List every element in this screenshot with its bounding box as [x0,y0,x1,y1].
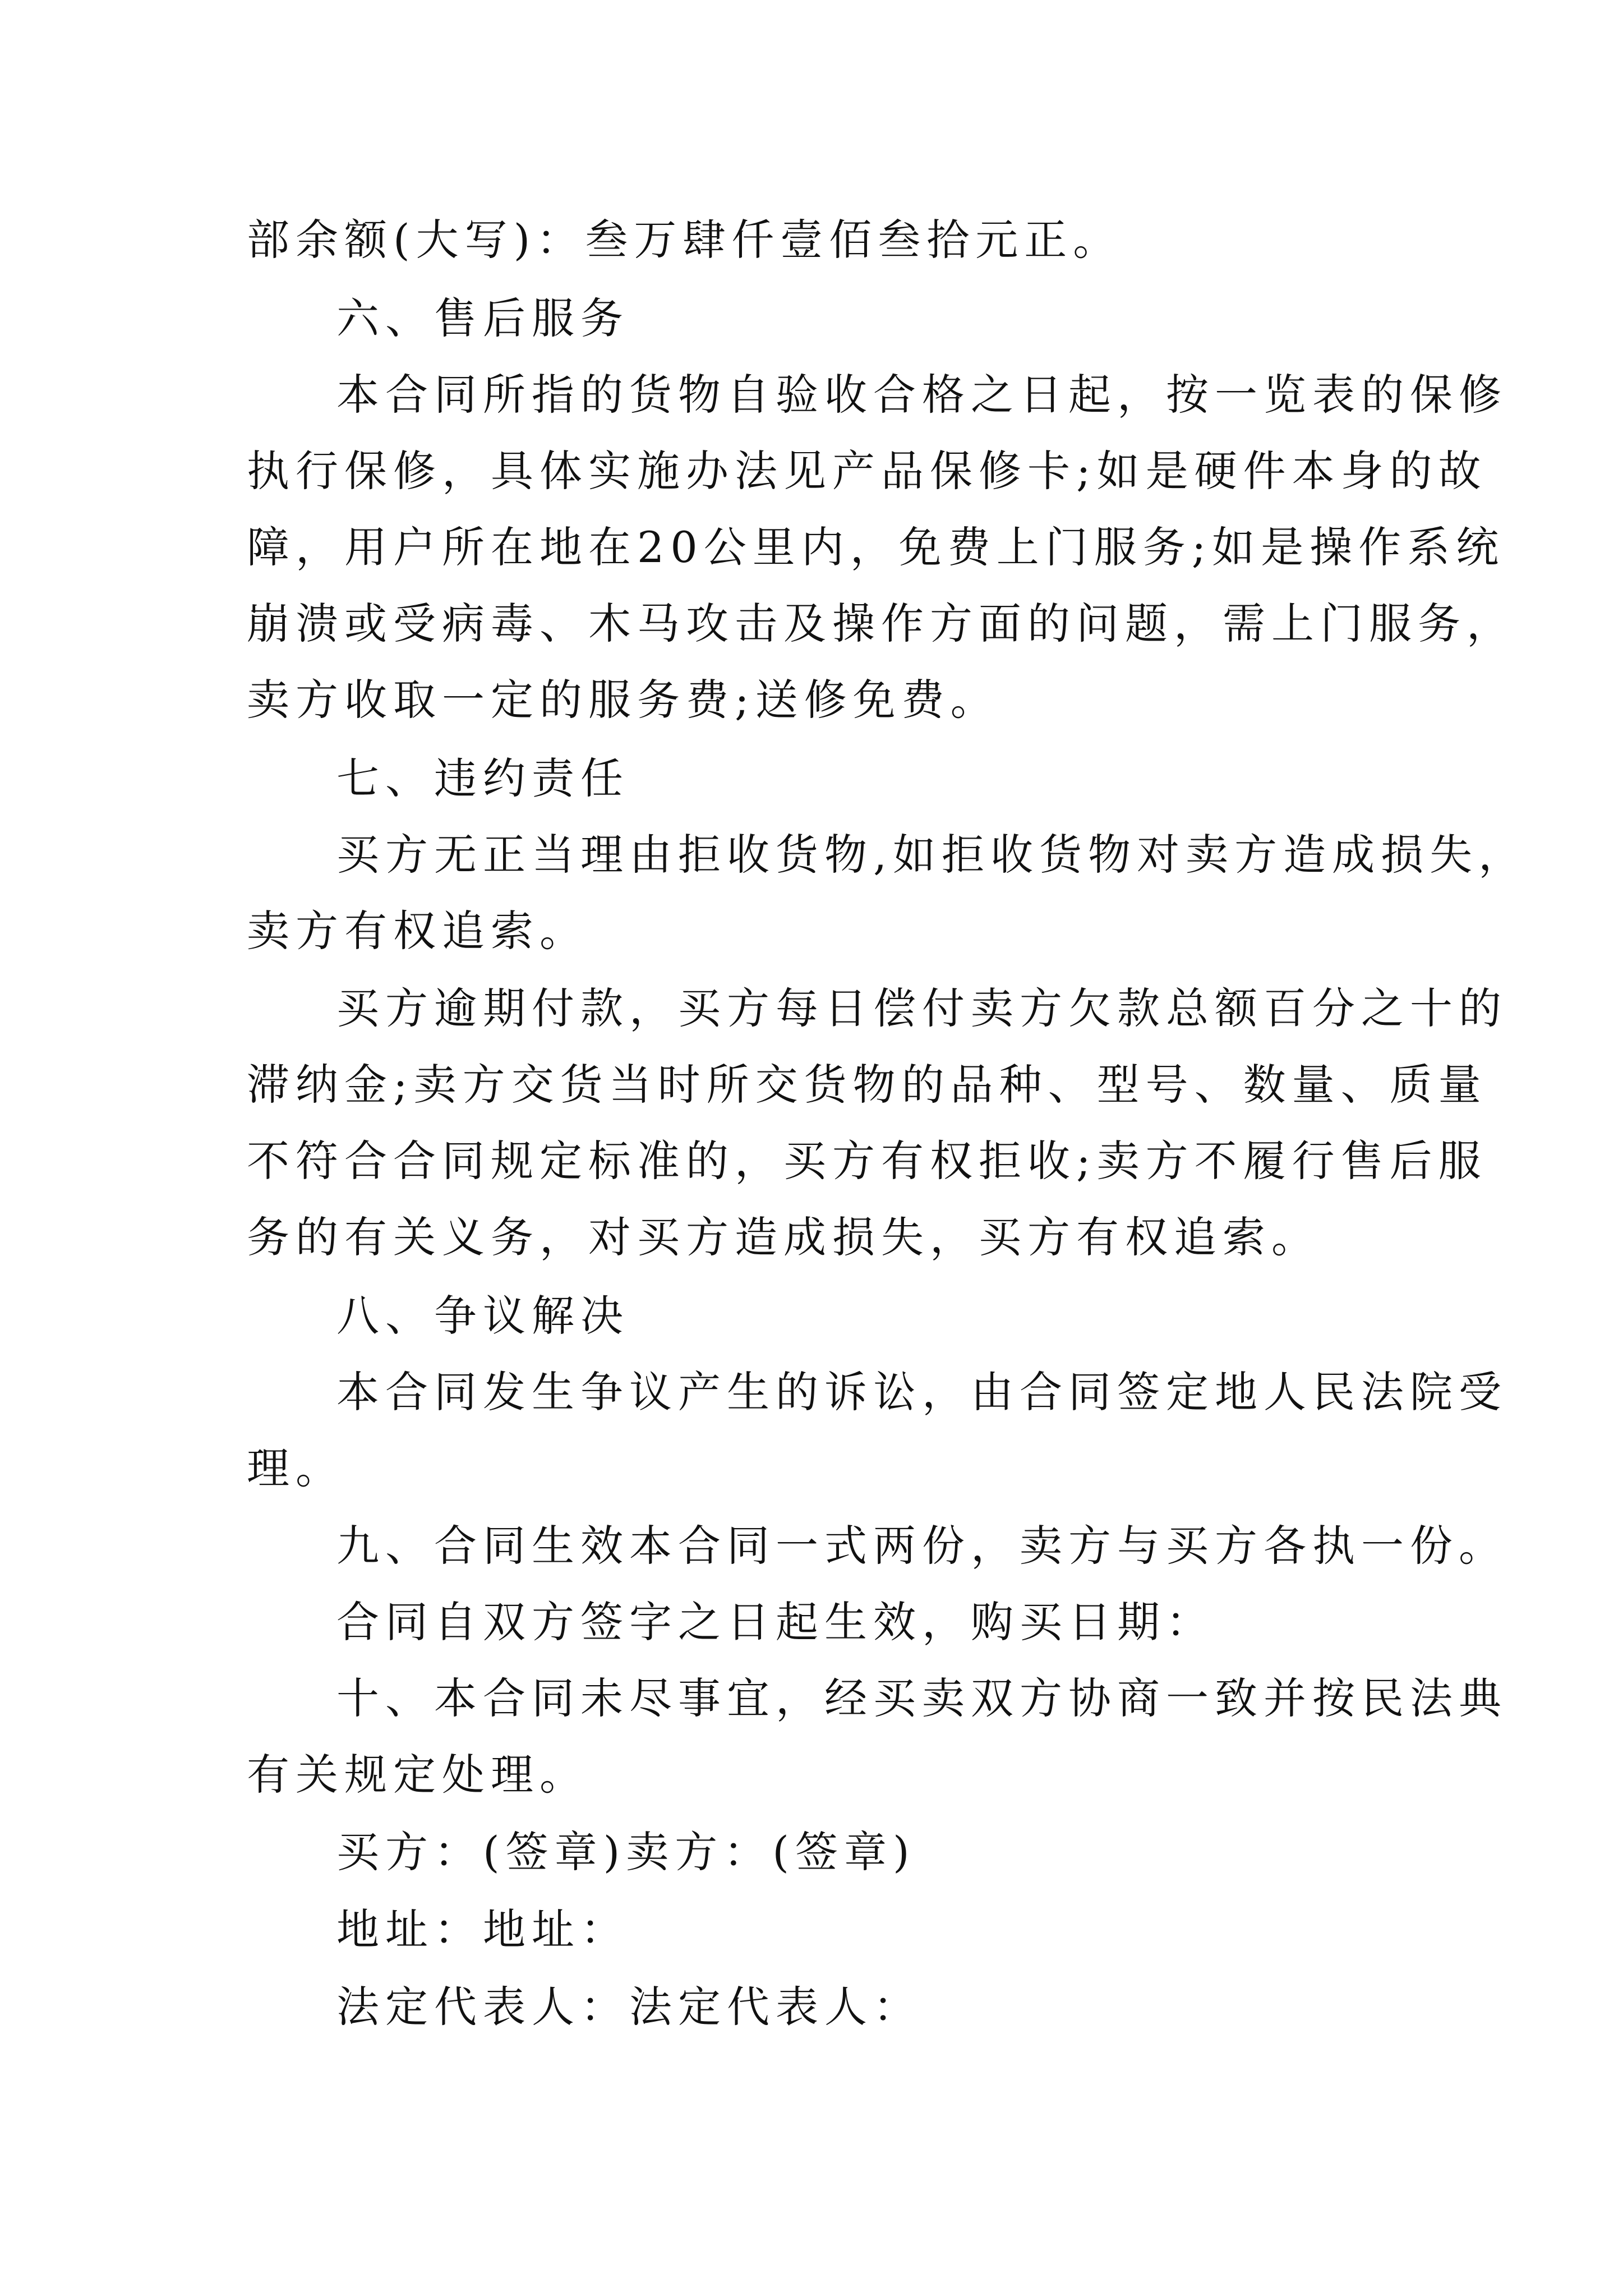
address-line: 地址：地址： [336,1904,629,1954]
text-line: 买方逾期付款，买方每日偿付卖方欠款总额百分之十的 [336,983,1507,1033]
text-line: 九、合同生效本合同一式两份，卖方与买方各执一份。 [336,1521,1507,1571]
section-heading: 八、争议解决 [336,1291,629,1341]
text-line: 不符合合同规定标准的，买方有权拒收;卖方不履行售后服 [247,1136,1487,1186]
text-line: 十、本合同未尽事宜，经买卖双方协商一致并按民法典 [336,1673,1507,1723]
text-line: 执行保修，具体实施办法见产品保修卡;如是硬件本身的故 [247,446,1487,496]
text-line: 本合同所指的货物自验收合格之日起，按一览表的保修 [336,370,1507,420]
representative-line: 法定代表人：法定代表人： [336,1982,922,2032]
text-line: 买方无正当理由拒收货物,如拒收货物对卖方造成损失， [336,830,1528,880]
text-line: 理。 [247,1443,344,1493]
text-line: 崩溃或受病毒、木马攻击及操作方面的问题，需上门服务， [247,599,1515,648]
text-line: 卖方有权追索。 [247,906,588,956]
section-heading: 六、售后服务 [336,293,629,343]
text-line: 合同自双方签字之日起生效，购买日期： [336,1597,1215,1647]
text-line: 有关规定处理。 [247,1750,588,1800]
text-line: 本合同发生争议产生的诉讼，由合同签定地人民法院受 [336,1367,1507,1417]
text-line: 部余额(大写)：叁万肆仟壹佰叁拾元正。 [247,215,1122,265]
text-line: 务的有关义务，对买方造成损失，买方有权追索。 [247,1212,1320,1262]
section-heading: 七、违约责任 [336,753,629,803]
text-line: 滞纳金;卖方交货当时所交货物的品种、型号、数量、质量 [247,1060,1487,1110]
text-line: 卖方收取一定的服务费;送修免费。 [247,675,999,725]
signature-line: 买方：(签章)卖方：(签章) [336,1827,916,1877]
text-line: 障，用户所在地在20公里内，免费上门服务;如是操作系统 [247,522,1505,572]
